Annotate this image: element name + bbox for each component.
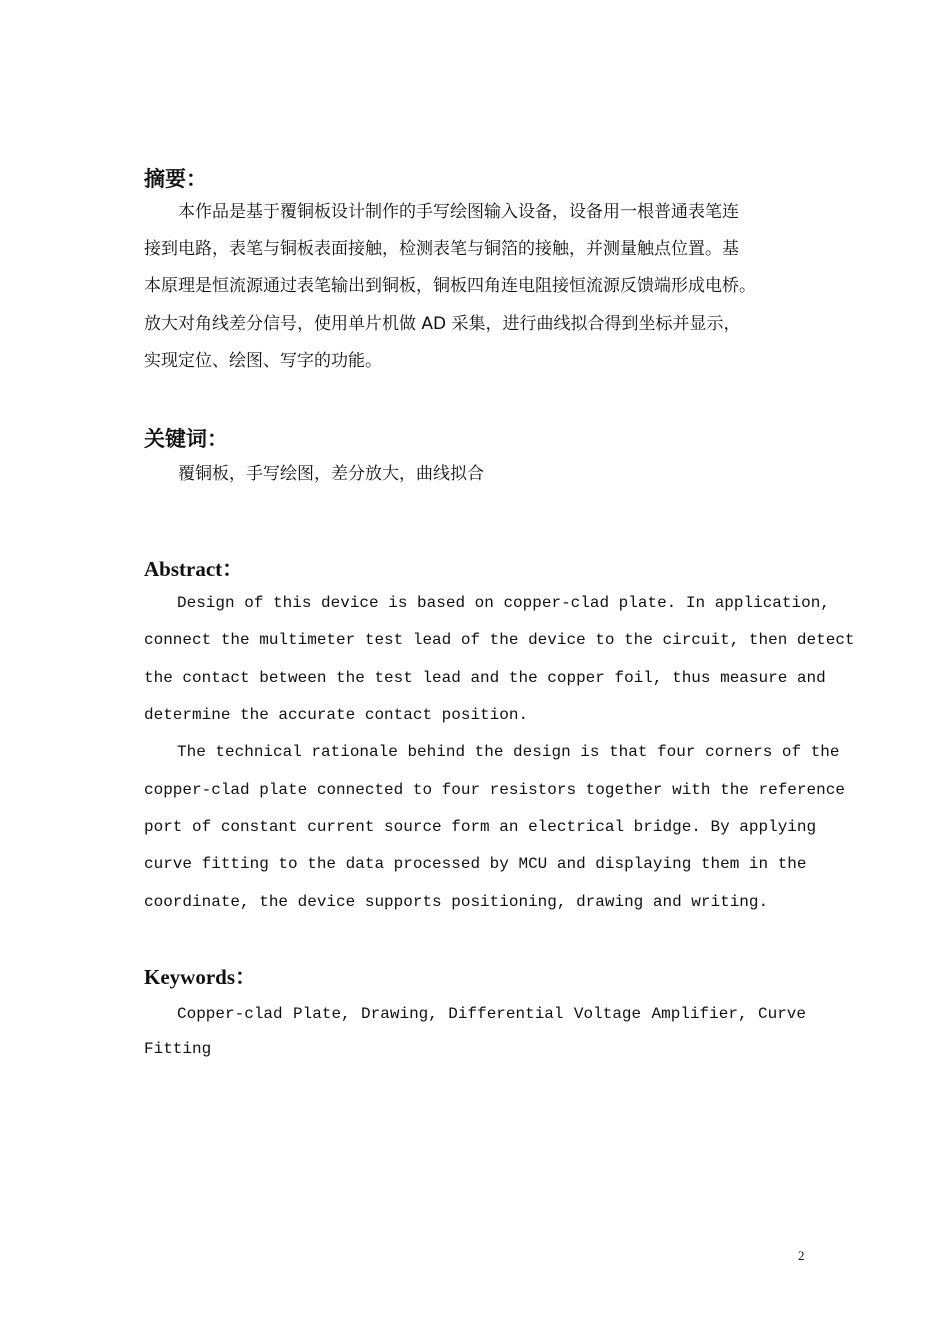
abstract-zh-line: 本作品是基于覆铜板设计制作的手写绘图输入设备，设备用一根普通表笔连 (178, 202, 739, 222)
abstract-zh-line: 实现定位、绘图、写字的功能。 (144, 351, 382, 371)
abstract-zh-line: 接到电路，表笔与铜板表面接触，检测表笔与铜箔的接触，并测量触点位置。基 (144, 239, 739, 259)
abstract-en-line: curve fitting to the data processed by MCU and displaying them in the (144, 855, 807, 873)
abstract-en-line: the contact between the test lead and the copper foil, thus measure and (144, 669, 826, 687)
keywords-en-heading: Keywords： (144, 965, 256, 989)
keywords-zh-heading: 关键词： (144, 427, 228, 451)
abstract-en-line: copper-clad plate connected to four resistors together with the reference (144, 781, 845, 799)
keywords-en-line: Fitting (144, 1040, 212, 1058)
abstract-en-line: determine the accurate contact position. (144, 706, 529, 724)
abstract-en-line: coordinate, the device supports positioning, drawing and writing. (144, 893, 769, 911)
abstract-en-line: Design of this device is based on copper-clad plate. In application, (177, 594, 830, 612)
abstract-en-line: connect the multimeter test lead of the device to the circuit, then detect (144, 631, 855, 649)
page-number: 2 (798, 1248, 805, 1263)
abstract-zh-line: 本原理是恒流源通过表笔输出到铜板，铜板四角连电阻接恒流源反馈端形成电桥。 (144, 276, 756, 296)
keywords-en-line: Copper-clad Plate, Drawing, Differential Voltage Amplifier, Curve (177, 1005, 806, 1023)
abstract-en-line: The technical rationale behind the design is that four corners of the (177, 743, 840, 761)
keywords-zh-text: 覆铜板，手写绘图，差分放大，曲线拟合 (178, 464, 484, 484)
abstract-en-heading: Abstract： (144, 557, 244, 581)
abstract-zh-heading: 摘要： (144, 167, 207, 191)
abstract-en-line: port of constant current source form an electrical bridge. By applying (144, 818, 817, 836)
abstract-zh-line: 放大对角线差分信号，使用单片机做 AD 采集，进行曲线拟合得到坐标并显示， (144, 314, 741, 334)
